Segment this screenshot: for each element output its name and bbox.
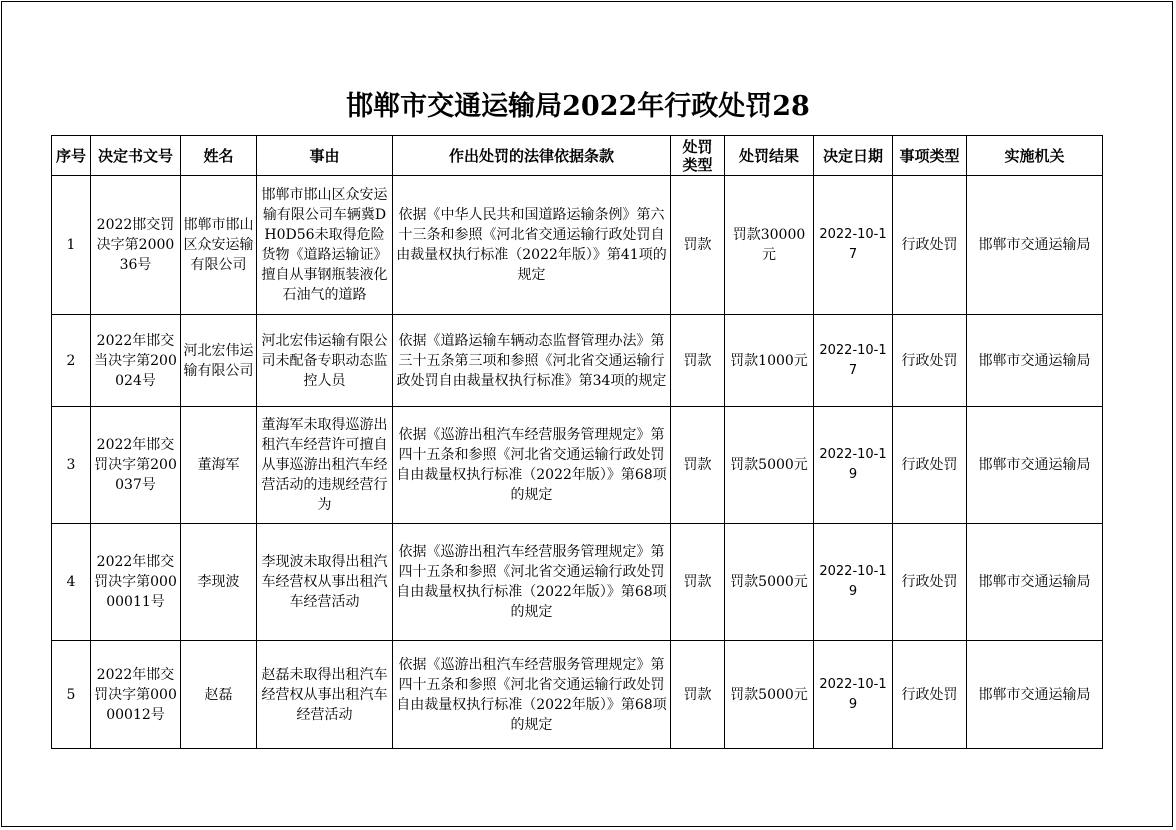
cell-agency: 邯郸市交通运输局 [967,641,1103,749]
cell-category: 行政处罚 [893,176,967,315]
cell-reason: 赵磊未取得出租汽车经营权从事出租汽车经营活动 [257,641,393,749]
reason-text: 邯郸市邯山区众安运输有限公司车辆冀DH0D56未取得危险货物《道路运输证》擅自从事钢瓶装液化石油气的道路 [261,187,388,303]
cell-name: 董海军 [181,407,257,524]
table-row [52,641,1103,749]
cell-no: 1 [52,176,91,315]
cell-agency: 邯郸市交通运输局 [967,524,1103,641]
cell-result: 罚款30000元 [725,176,814,315]
cell-basis: 依据《巡游出租汽车经营服务管理规定》第四十五条和参照《河北省交通运输行政处罚自由裁量权执行标准（2022年版）》第68项的规定 [393,641,671,749]
header-row [52,136,1103,176]
cell-result: 罚款5000元 [725,524,814,641]
cell-type: 罚款 [671,315,725,407]
header-cell: 序号 [52,136,91,176]
header-cell: 姓名 [181,136,257,176]
cell-date: 2022-10-19 [814,524,893,641]
cell-doc: 2022邯交罚决字第200036号 [91,176,181,315]
page-title: 邯郸市交通运输局2022年行政处罚28 [346,91,810,122]
cell-name: 李现波 [181,524,257,641]
cell-basis: 依据《巡游出租汽车经营服务管理规定》第四十五条和参照《河北省交通运输行政处罚自由裁量权执行标准（2022年版）》第68项的规定 [393,407,671,524]
cell-category: 行政处罚 [893,407,967,524]
header-cell: 实施机关 [967,136,1103,176]
table-row [52,524,1103,641]
table-row [52,407,1103,524]
cell-result: 罚款5000元 [725,407,814,524]
cell-no: 5 [52,641,91,749]
cell-name: 邯郸市邯山区众安运输有限公司 [181,176,257,315]
reason-text: 董海军未取得巡游出租汽车经营许可擅自从事巡游出租汽车经营活动的违规经营行为 [261,417,388,513]
cell-category: 行政处罚 [893,641,967,749]
cell-type: 罚款 [671,407,725,524]
cell-agency: 邯郸市交通运输局 [967,176,1103,315]
cell-type: 罚款 [671,176,725,315]
cell-category: 行政处罚 [893,315,967,407]
cell-basis: 依据《道路运输车辆动态监督管理办法》第三十五条第三项和参照《河北省交通运输行政处罚自由裁量权执行标准》第34项的规定 [393,315,671,407]
cell-agency: 邯郸市交通运输局 [967,315,1103,407]
cell-basis: 依据《巡游出租汽车经营服务管理规定》第四十五条和参照《河北省交通运输行政处罚自由裁量权执行标准（2022年版）》第68项的规定 [393,524,671,641]
cell-agency: 邯郸市交通运输局 [967,407,1103,524]
cell-date: 2022-10-17 [814,315,893,407]
cell-name: 河北宏伟运输有限公司 [181,315,257,407]
cell-reason [257,407,393,524]
header-cell: 决定日期 [814,136,893,176]
cell-doc: 2022年邯交罚决字第00000012号 [91,641,181,749]
header-cell: 决定书文号 [91,136,181,176]
cell-reason: 李现波未取得出租汽车经营权从事出租汽车经营活动 [257,524,393,641]
cell-category: 行政处罚 [893,524,967,641]
table-row [52,315,1103,407]
cell-reason [257,176,393,315]
table-row [52,176,1103,315]
cell-doc: 2022年邯交罚决字第00000011号 [91,524,181,641]
cell-type: 罚款 [671,641,725,749]
cell-result: 罚款1000元 [725,315,814,407]
header-cell: 事由 [257,136,393,176]
penalty-table [51,135,1103,749]
header-cell: 事项类型 [893,136,967,176]
header-cell: 作出处罚的法律依据条款 [393,136,671,176]
cell-doc: 2022年邯交当决字第200024号 [91,315,181,407]
header-cell: 处罚类型 [671,136,725,176]
cell-doc: 2022年邯交罚决字第200037号 [91,407,181,524]
cell-result: 罚款5000元 [725,641,814,749]
cell-date: 2022-10-17 [814,176,893,315]
cell-date: 2022-10-19 [814,407,893,524]
header-cell: 处罚结果 [725,136,814,176]
cell-reason: 河北宏伟运输有限公司未配备专职动态监控人员 [257,315,393,407]
cell-name: 赵磊 [181,641,257,749]
cell-date: 2022-10-19 [814,641,893,749]
cell-no: 4 [52,524,91,641]
cell-basis: 依据《中华人民共和国道路运输条例》第六十三条和参照《河北省交通运输行政处罚自由裁量权执行标准（2022年版）》第41项的规定 [393,176,671,315]
cell-no: 3 [52,407,91,524]
cell-type: 罚款 [671,524,725,641]
cell-no: 2 [52,315,91,407]
